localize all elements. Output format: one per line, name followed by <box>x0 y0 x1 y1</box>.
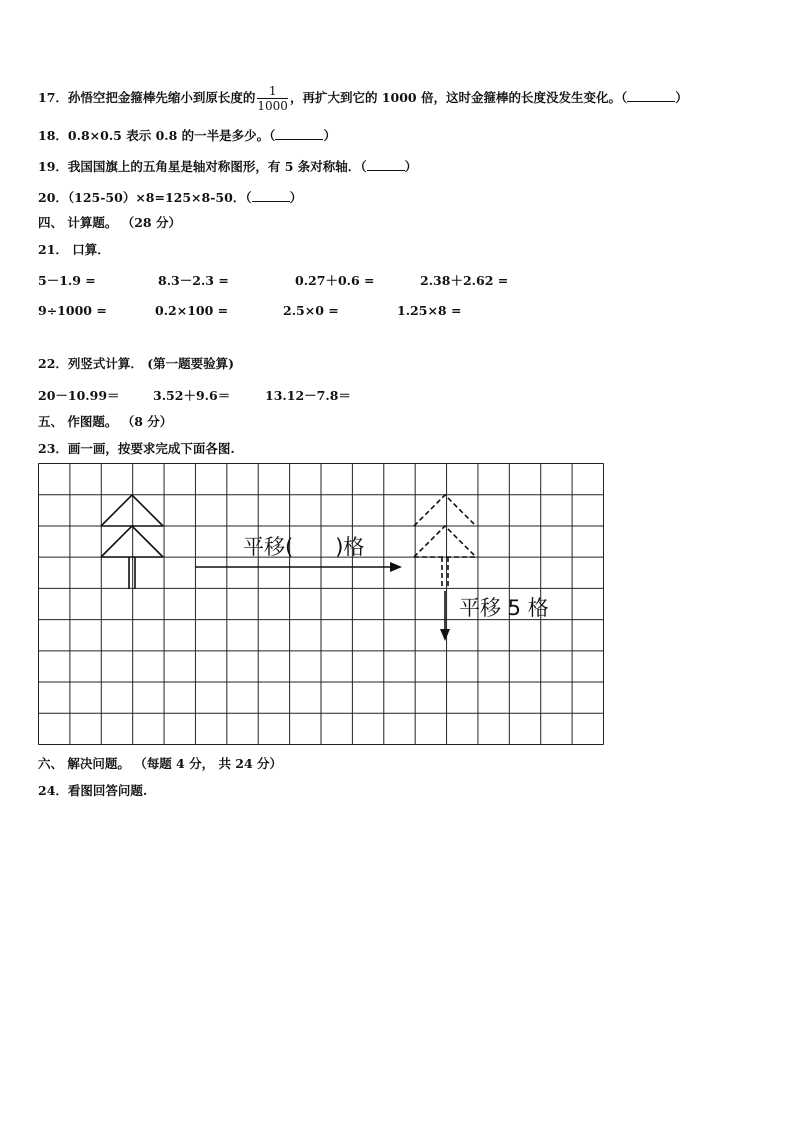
tree-translated <box>414 495 476 589</box>
section-6-heading: 六、 解决问题。 （每题 4 分， 共 24 分） <box>38 756 283 771</box>
q21-item: 5－1.9 = <box>38 273 96 288</box>
q21-item: 2.5×0 = <box>283 303 339 318</box>
section-5-heading: 五、 作图题。 （8 分） <box>38 414 173 429</box>
q21-item: 8.3－2.3 = <box>158 273 229 288</box>
q19-text: 19．我国国旗上的五角星是轴对称图形，有 5 条对称轴． <box>38 159 361 174</box>
answer-blank-17[interactable] <box>627 90 675 102</box>
question-20 <box>38 188 302 206</box>
down-arrow-head <box>440 629 450 641</box>
q21-item: 0.27＋0.6 = <box>295 273 375 288</box>
question-23-title: 23．画一画，按要求完成下面各图. <box>38 441 235 456</box>
q22-item: 13.12－7.8＝ <box>265 388 351 403</box>
q21-item: 9÷1000 = <box>38 303 107 318</box>
fraction-1-1000 <box>257 84 288 113</box>
question-22-title: 22．列竖式计算． (第一题要验算) <box>38 356 235 371</box>
fraction-denominator: 1000 <box>257 99 288 113</box>
question-17 <box>38 84 688 113</box>
tree-bottom-triangle-dashed <box>414 526 476 557</box>
q18-text: 18．0.8×0.5 表示 0.8 的一半是多少。 <box>38 128 270 143</box>
label-translate-right: 平移( )格 <box>243 535 365 559</box>
answer-blank-20[interactable] <box>252 190 290 202</box>
section-4-heading: 四、 计算题。 （28 分） <box>38 215 181 230</box>
q21-item: 0.2×100 = <box>155 303 229 318</box>
q17-text-after: ，再扩大到它的 1000 倍，这时金箍棒的长度没发生变化。 <box>289 90 621 105</box>
paren-close: ） <box>289 190 303 205</box>
tree-top-triangle <box>101 495 163 526</box>
translation-grid <box>38 463 604 745</box>
question-19 <box>38 157 417 175</box>
paren-close: ） <box>404 159 418 174</box>
q21-item: 1.25×8 = <box>397 303 462 318</box>
paren-open: （ <box>269 128 276 143</box>
q22-item: 20－10.99＝ <box>38 388 120 403</box>
answer-blank-18[interactable] <box>275 128 323 140</box>
right-arrow <box>195 562 402 572</box>
q17-text-before: 17．孙悟空把金箍棒先缩小到原长度的 <box>38 90 256 105</box>
paren-close: ） <box>675 90 688 105</box>
right-arrow-head <box>390 562 402 572</box>
answer-blank-19[interactable] <box>367 159 405 171</box>
paren-open: （ <box>360 159 367 174</box>
q22-item: 3.52＋9.6＝ <box>153 388 231 403</box>
tree-bottom-triangle <box>101 526 163 557</box>
paren-close: ） <box>323 128 336 143</box>
question-18 <box>38 126 336 144</box>
fraction-numerator: 1 <box>257 84 288 99</box>
tree-original <box>101 495 163 589</box>
tree-top-triangle-dashed <box>414 495 476 526</box>
q21-item: 2.38＋2.62 = <box>420 273 509 288</box>
q20-text: 20．（125-50）×8=125×8-50． <box>38 190 246 205</box>
paren-open: （ <box>620 90 628 105</box>
label-translate-down: 平移 5 格 <box>459 596 549 620</box>
question-21-title: 21． 口算． <box>38 242 110 257</box>
paren-open: （ <box>245 190 252 205</box>
question-24-title: 24．看图回答问题. <box>38 783 148 798</box>
down-arrow <box>440 591 450 641</box>
